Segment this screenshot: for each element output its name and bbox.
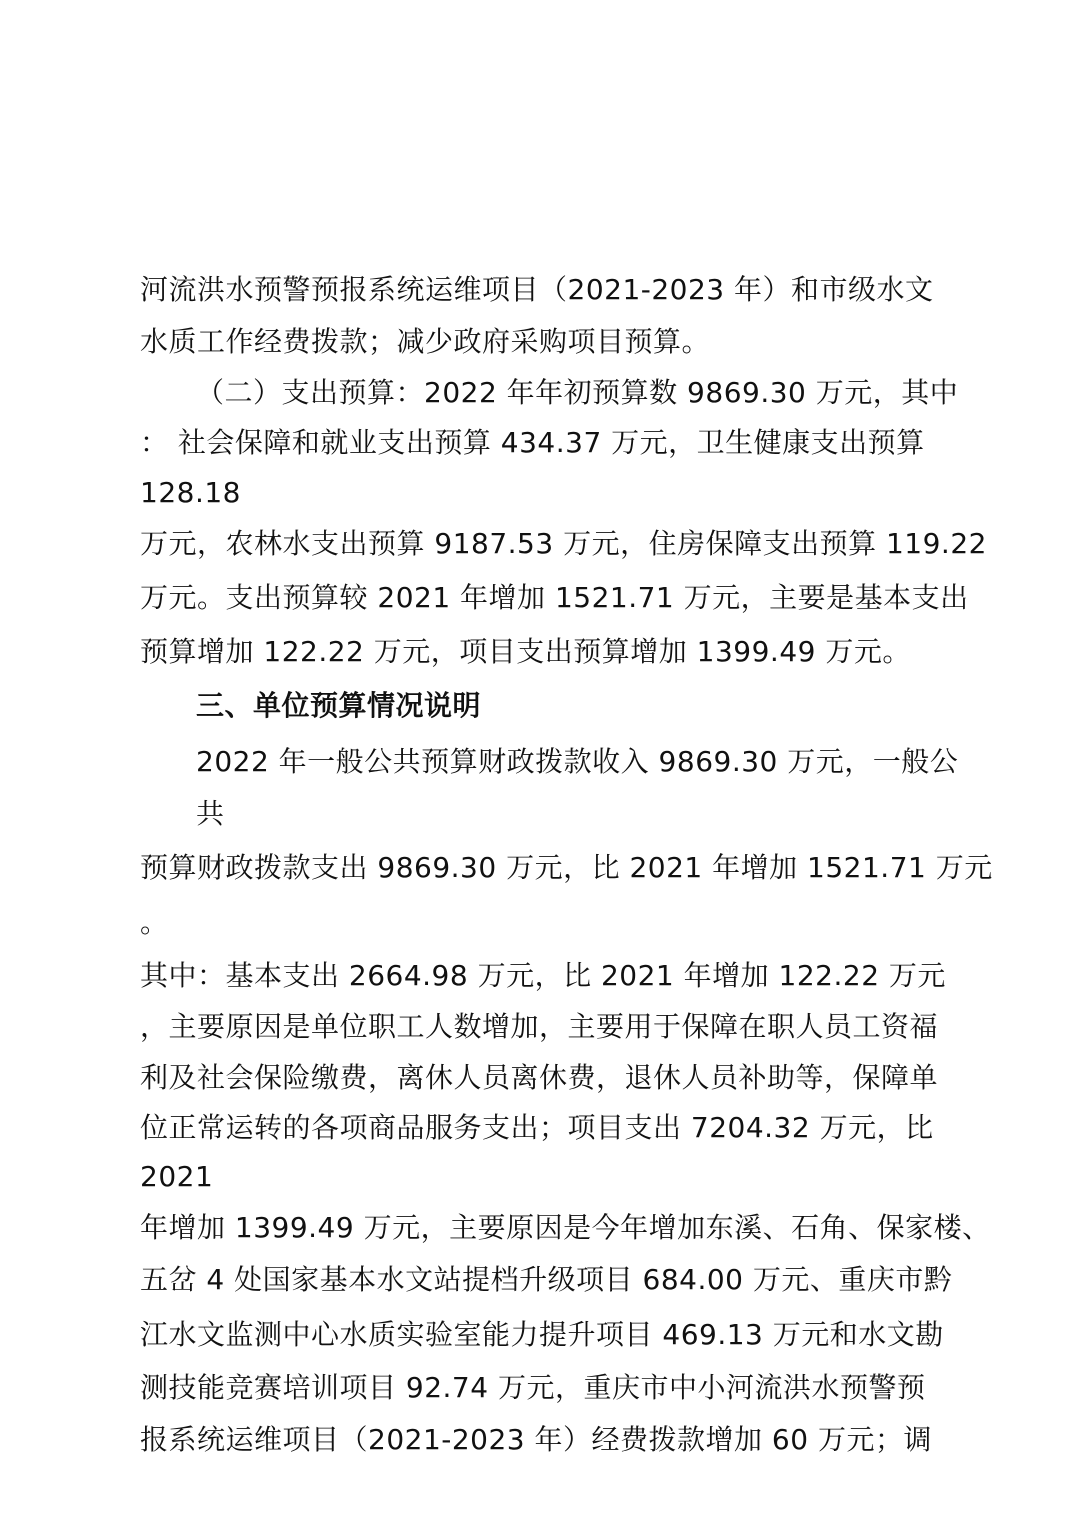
section-subheading-line: （二）支出预算：2022 年年初预算数 9869.30 万元，其中 xyxy=(196,376,959,409)
body-text-line: 。 xyxy=(140,906,169,939)
body-text-line: 位正常运转的各项商品服务支出；项目支出 7204.32 万元，比 xyxy=(140,1111,934,1144)
body-text-line: 128.18 xyxy=(140,476,241,509)
body-text-line: 其中：基本支出 2664.98 万元，比 2021 年增加 122.22 万元 xyxy=(140,959,946,992)
body-text-line: 江水文监测中心水质实验室能力提升项目 469.13 万元和水文勘 xyxy=(140,1318,944,1351)
body-text-line: 预算财政拨款支出 9869.30 万元，比 2021 年增加 1521.71 万元 xyxy=(140,851,993,884)
body-text-line: ： 社会保障和就业支出预算 434.37 万元，卫生健康支出预算 xyxy=(140,426,925,459)
body-text-line: 2022 年一般公共预算财政拨款收入 9869.30 万元，一般公 xyxy=(196,745,959,778)
section-heading: 三、单位预算情况说明 xyxy=(196,689,482,722)
body-text-line: 万元。支出预算较 2021 年增加 1521.71 万元，主要是基本支出 xyxy=(140,581,969,614)
body-text-line: 利及社会保险缴费，离休人员离休费，退休人员补助等，保障单 xyxy=(140,1061,939,1094)
body-text-line: 河流洪水预警预报系统运维项目（2021-2023 年）和市级水文 xyxy=(140,273,934,306)
body-text-line: 共 xyxy=(196,797,225,830)
body-text-line: 水质工作经费拨款；减少政府采购项目预算。 xyxy=(140,325,711,358)
body-text-line: ，主要原因是单位职工人数增加，主要用于保障在职人员工资福 xyxy=(140,1010,939,1043)
body-text-line: 万元，农林水支出预算 9187.53 万元，住房保障支出预算 119.22 xyxy=(140,527,987,560)
body-text-line: 预算增加 122.22 万元，项目支出预算增加 1399.49 万元。 xyxy=(140,635,911,668)
body-text-line: 2021 xyxy=(140,1160,214,1193)
body-text-line: 测技能竞赛培训项目 92.74 万元，重庆市中小河流洪水预警预 xyxy=(140,1371,926,1404)
body-text-line: 五岔 4 处国家基本水文站提档升级项目 684.00 万元、重庆市黔 xyxy=(140,1263,953,1296)
body-text-line: 年增加 1399.49 万元，主要原因是今年增加东溪、石角、保家楼、 xyxy=(140,1211,991,1244)
body-text-line: 报系统运维项目（2021-2023 年）经费拨款增加 60 万元；调 xyxy=(140,1423,932,1456)
